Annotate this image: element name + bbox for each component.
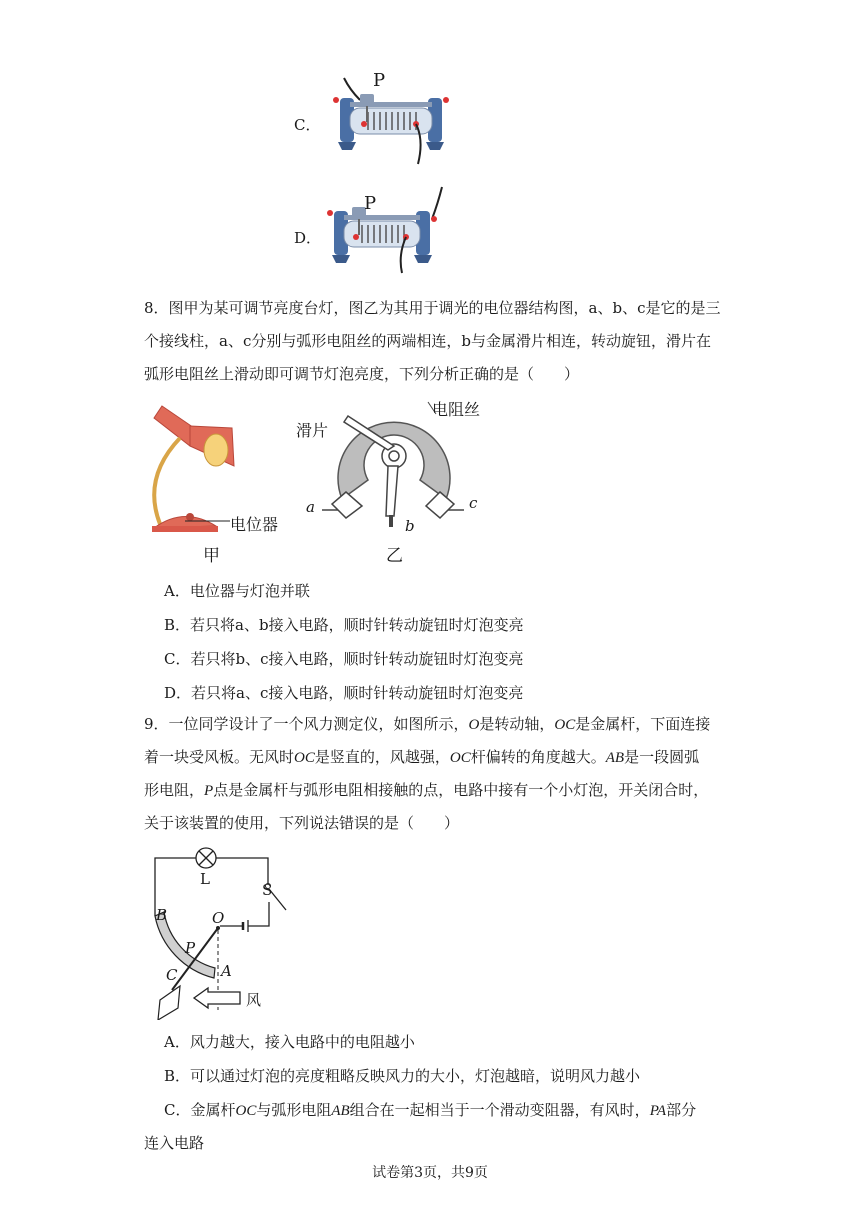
- resistor-wire-label: 电阻丝: [432, 400, 481, 419]
- rheostat-d-figure: [320, 185, 455, 277]
- terminal-b-label: b: [405, 517, 415, 535]
- slider-label-c: P: [373, 70, 386, 91]
- q8-option-c[interactable]: C．若只将b、c接入电路，顺时针转动旋钮时灯泡变亮: [164, 650, 524, 668]
- wind-label: 风: [246, 991, 262, 1009]
- figure-yi-caption: 乙: [386, 546, 403, 566]
- q8-option-d[interactable]: D．若只将a、c接入电路，顺时针转动旋钮时灯泡变亮: [164, 684, 524, 702]
- q8-option-a[interactable]: A．电位器与灯泡并联: [164, 582, 310, 600]
- slider-label: 滑片: [296, 421, 329, 440]
- q9-option-b[interactable]: B．可以通过灯泡的亮度粗略反映风力的大小，灯泡越暗，说明风力越小: [164, 1067, 641, 1085]
- terminal-c-label: c: [469, 494, 478, 512]
- terminal-a-label: a: [306, 498, 315, 516]
- rheostat-c-figure: [320, 72, 455, 172]
- q9-stem-line-1: 9．一位同学设计了一个风力测定仪，如图所示，O是转动轴，OC是金属杆，下面连接: [144, 715, 711, 733]
- potentiometer-label: 电位器: [230, 515, 279, 534]
- point-c-label: C: [166, 966, 178, 984]
- q9-stem-line-4: 关于该装置的使用，下列说法错误的是（ ）: [144, 814, 460, 832]
- q8-stem-line-2: 个接线柱，a、c分别与弧形电阻丝的两端相连，b与金属滑片相连，转动旋钮，滑片在: [144, 332, 711, 350]
- figure-jia-caption: 甲: [203, 546, 220, 566]
- option-d-label[interactable]: D．: [294, 229, 322, 247]
- q9-option-c[interactable]: C．金属杆OC与弧形电阻AB组合在一起相当于一个滑动变阻器，有风时，PA部分: [164, 1101, 697, 1119]
- switch-label-s: S: [262, 881, 273, 899]
- point-p-label: P: [185, 939, 196, 957]
- q9-option-a[interactable]: A．风力越大，接入电路中的电阻越小: [164, 1033, 415, 1051]
- q8-option-b[interactable]: B．若只将a、b接入电路，顺时针转动旋钮时灯泡变亮: [164, 616, 524, 634]
- slider-label-d: P: [364, 193, 377, 214]
- point-b-label: B: [156, 906, 168, 924]
- point-a-label: A: [221, 962, 232, 980]
- q9-stem-line-2: 着一块受风板。无风时OC是竖直的，风越强，OC杆偏转的角度越大。AB是一段圆弧: [144, 748, 700, 766]
- q8-stem-line-1: 8．图甲为某可调节亮度台灯，图乙为其用于调光的电位器结构图，a、b、c是它的是三: [144, 299, 721, 317]
- q8-stem-line-3: 弧形电阻丝上滑动即可调节灯泡亮度，下列分析正确的是（ ）: [144, 365, 580, 383]
- point-o-label: O: [212, 909, 225, 927]
- lamp-pointer-line: [185, 515, 230, 527]
- lamp-label-l: L: [200, 870, 210, 888]
- page-footer: 试卷第3页，共9页: [372, 1165, 488, 1181]
- wind-meter-circuit: [140, 840, 310, 1020]
- option-c-label[interactable]: C．: [294, 116, 321, 134]
- q9-option-c-continued: 连入电路: [144, 1134, 205, 1152]
- q9-stem-line-3: 形电阻，P点是金属杆与弧形电阻相接触的点，电路中接有一个小灯泡，开关闭合时，: [144, 781, 709, 799]
